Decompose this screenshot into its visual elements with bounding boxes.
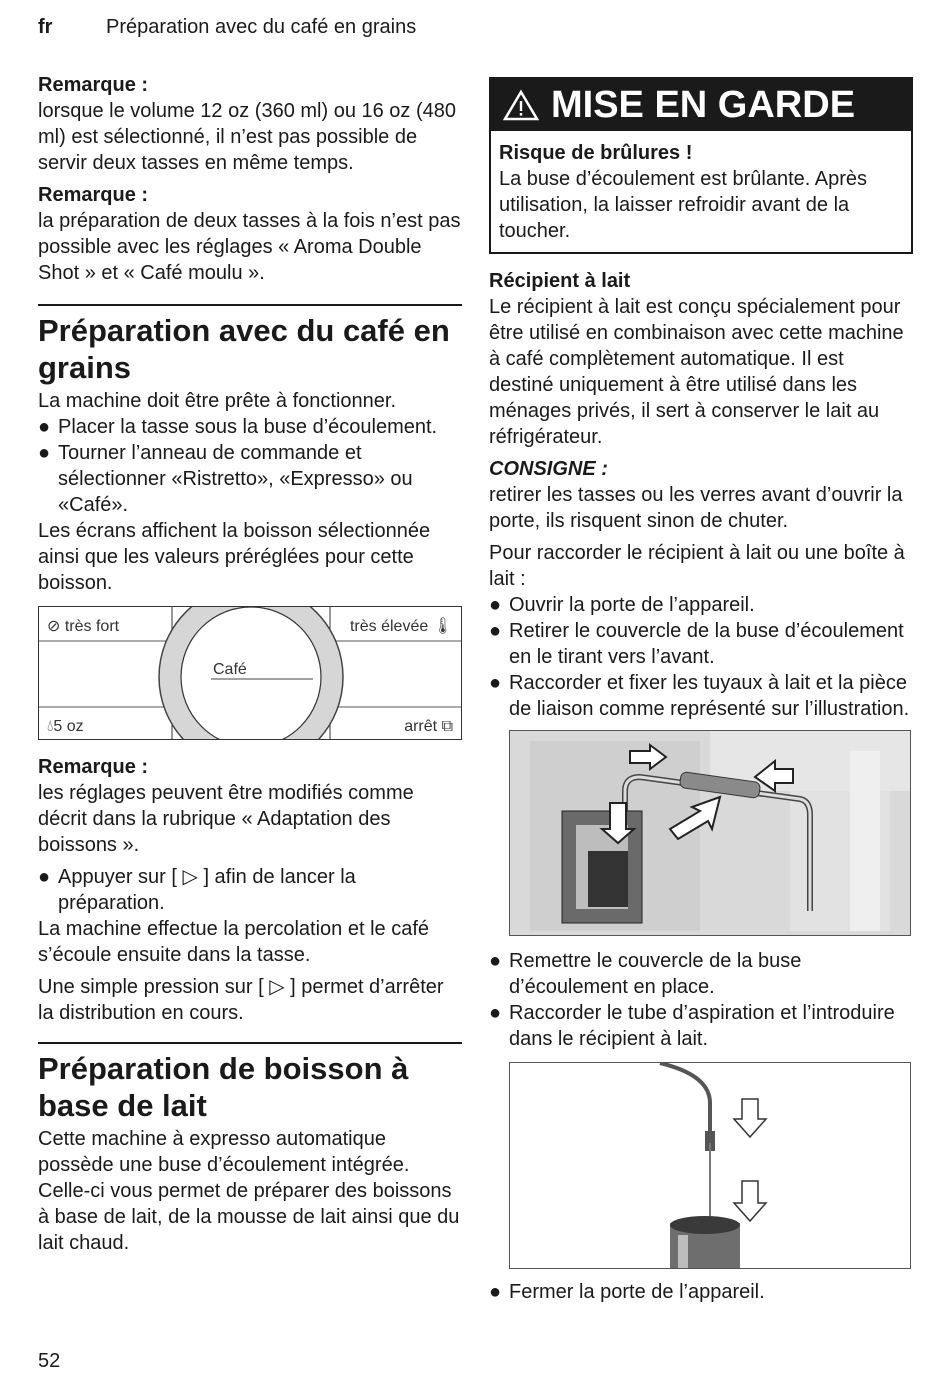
section-heading: Préparation avec du café en grains — [38, 304, 462, 386]
paragraph: Les écrans affichent la boisson sélectionnée ainsi que les valeurs préréglées pour cette boisson. — [38, 520, 431, 594]
paragraph: Pour raccorder le récipient à lait ou une boîte à lait : — [489, 542, 905, 590]
suction-tube-graphic — [510, 1063, 911, 1269]
warning-box — [489, 77, 913, 254]
note-text: la préparation de deux tasses à la fois n’est pas possible avec les réglages « Aroma Double Shot » et « Café moulu ». — [38, 210, 461, 284]
warning-body — [491, 131, 911, 252]
tube-connection-graphic — [510, 731, 911, 936]
paragraph: retirer les tasses ou les verres avant d’ouvrir la porte, ils risquent sinon de chuter. — [489, 484, 903, 532]
strength-cell: ⊘ très fort — [47, 618, 120, 635]
beverage-name: Café — [213, 661, 247, 678]
warning-header — [491, 79, 911, 131]
bullet-item: ● Appuyer sur [ ▷ ] afin de lancer la préparation. — [38, 866, 356, 914]
double-cup-cell: arrêt ⧉ — [404, 718, 453, 735]
bullet-item: ● Raccorder le tube d’aspiration et l’introduire dans le récipient à lait. — [489, 1002, 895, 1050]
bullet-item: ● Placer la tasse sous la buse d’écoulement. — [38, 416, 438, 438]
paragraph: La machine doit être prête à fonctionner. — [38, 390, 397, 412]
milk-tube-connection-illustration — [509, 730, 911, 936]
machine-display-illustration — [38, 606, 462, 740]
bullet-item: ● Tourner l’anneau de commande et sélectionner «Ristretto», «Expresso» ou «Café». — [38, 442, 413, 516]
bullet-item: ● Raccorder et fixer les tuyaux à lait et la pièce de liaison comme représenté sur l’illustration. — [489, 672, 910, 720]
section-heading: Préparation de boisson à base de lait — [38, 1042, 462, 1124]
note-label: Remarque : — [38, 74, 149, 96]
paragraph: Une simple pression sur [ ▷ ] permet d’arrêter la distribution en cours. — [38, 976, 444, 1024]
note-label: Remarque : — [38, 756, 149, 778]
header-title: Préparation avec du café en grains — [106, 16, 417, 38]
note-text: les réglages peuvent être modifiés comme décrit dans la rubrique « Adaptation des boissons ». — [38, 782, 414, 856]
note-label: Remarque : — [38, 184, 149, 206]
temperature-cell: très élevée 🌡︎ — [349, 618, 453, 635]
warning-subtitle: Risque de brûlures ! — [499, 142, 693, 164]
bullet-item: ● Ouvrir la porte de l’appareil. — [489, 594, 755, 616]
header-language: fr — [38, 16, 53, 38]
strength-icon: ⊘ — [47, 618, 61, 635]
bullet-item: ● Remettre le couvercle de la buse d’écoulement en place. — [489, 950, 802, 998]
bullet-item: ● Fermer la porte de l’appareil. — [489, 1281, 765, 1303]
page-number: 52 — [38, 1350, 61, 1372]
warning-triangle-icon — [503, 89, 539, 121]
consigne-label: CONSIGNE : — [489, 458, 608, 480]
paragraph: Cette machine à expresso automatique possède une buse d’écoulement intégrée. Celle-ci vous permet de préparer des boissons à base de lait, de la mousse de lait ainsi que du lait chaud. — [38, 1128, 460, 1254]
paragraph: Le récipient à lait est conçu spécialement pour être utilisé en combinaison avec cette machine à café complètement automatique. Il est destiné uniquement à être utilisé dans les ménages privés, il sert à conserver le lait au réfrigérateur. — [489, 296, 904, 448]
suction-tube-illustration — [509, 1062, 911, 1269]
warning-title: MISE EN GARDE — [551, 84, 856, 126]
warning-text: La buse d’écoulement est brûlante. Après utilisation, la laisser refroidir avant de la toucher. — [499, 168, 868, 242]
cups-icon: ⧉ — [441, 718, 453, 735]
volume-cell: 💧︎5 oz — [47, 718, 84, 735]
paragraph: La machine effectue la percolation et le café s’écoule ensuite dans la tasse. — [38, 918, 429, 966]
right-column — [489, 77, 913, 1305]
thermometer-icon: 🌡︎ — [432, 618, 453, 635]
bullet-item: ● Retirer le couvercle de la buse d’écoulement en le tirant vers l’avant. — [489, 620, 904, 668]
subheading: Récipient à lait — [489, 270, 631, 292]
drop-icon: 💧︎ — [47, 718, 54, 735]
note-text: lorsque le volume 12 oz (360 ml) ou 16 oz (480 ml) est sélectionné, il n’est pas possible de servir deux tasses en même temps. — [38, 100, 457, 174]
left-column — [38, 72, 462, 1256]
